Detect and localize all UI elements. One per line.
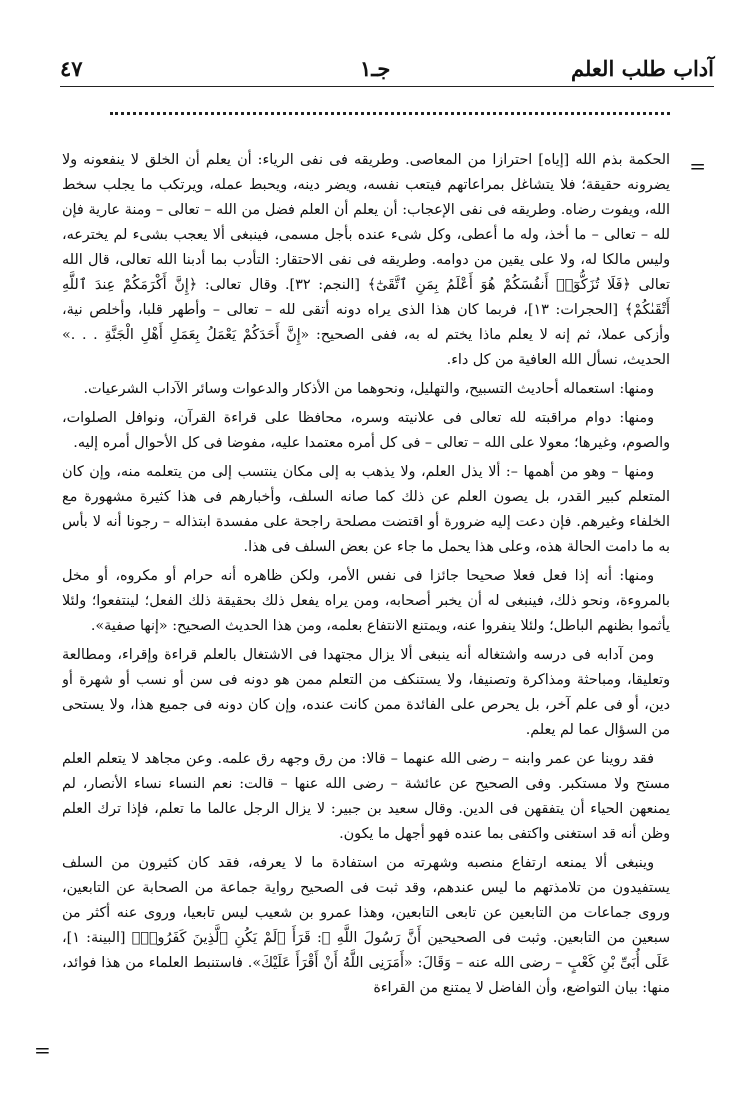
paragraph-6: ومن آدابه فى درسه واشتغاله أنه ينبغى ألا يزال مجتهدا فى الاشتغال بالعلم قراءة وإقراء، ومطالعة وتعليقا، ومباحثة ومذاكرة وتصنيفا، ولا يستنكف من التعلم ممن هو دونه فى سن أو نسب أو شهرة أو دين، أو فى علم آخر، بل يحرص على الفائدة ممن كانت عنده، وإن كان دونه فى جميع هذا، ولا يستحى من السؤال عما لم يعلم. — [62, 647, 670, 738]
paragraph-8: وينبغى ألا يمنعه ارتفاع منصبه وشهرته من استفادة ما لا يعرفه، فقد كان كثيرون من السلف يستفيدون من تلامذتهم ما ليس عندهم، وقد ثبت فى الصحيح رواية جماعة من الصحابة عن التابعين، وروى جماعات من التابعين عن تابعى التابعين، وهذا عمرو بن شعيب ليس تابعيا، وروى عنه أكثر من سبعين من التابعين. وثبت فى الصحيحين أَنَّ رَسُولَ اللَّهِ ﷺ: قَرَأَ ﴿لَمْ يَكُنِ ٱلَّذِينَ كَفَرُوا۟﴾ [البينة: ١]، عَلَى أُبَىِّ بْنِ كَعْبٍ – رضى الله عنه – وَقَالَ: «أَمَرَنِى اللَّهُ أَنْ أَقْرَأَ عَلَيْكَ». فاستنبط العلماء من هذا فوائد، منها: بيان التواضع، وأن الفاضل لا يمتنع من القراءة — [62, 855, 670, 996]
continuation-mark-end: = — [34, 1038, 51, 1062]
volume-label: جـ١ — [360, 56, 391, 81]
paragraph-5: ومنها: أنه إذا فعل فعلا صحيحا جائزا فى نفس الأمر، ولكن ظاهره أنه حرام أو مكروه، أو مخل بالمروءة، ونحو ذلك، فينبغى له أن يخبر أصحابه، ومن يراه يفعل ذلك بحقيقة ذلك الفعل؛ لينتفعوا؛ ولئلا يأثموا بظنهم الباطل؛ ولئلا ينفروا عنه، ويمتنع الانتفاع بعلمه، ومن هذا الحديث الصحيح: «إنها صفية». — [62, 568, 670, 634]
paragraph-2: ومنها: استعماله أحاديث التسبيح، والتهليل، ونحوهما من الأذكار والدعوات وسائر الآداب الشرعيات. — [83, 381, 654, 397]
paragraph-4: ومنها – وهو من أهمها –: ألا يذل العلم، ولا يذهب به إلى مكان ينتسب إلى من يتعلمه منه، وإن كان المتعلم كبير القدر، بل يصون العلم عن ذلك كما صانه السلف، وأخبارهم فى هذا كثيرة مشهورة مع الخلفاء وغيرهم. فإن دعت إليه ضرورة أو اقتضت مصلحة راجحة على مفسدة ابتذاله – رجونا أنه لا بأس به ما دامت الحالة هذه، وعلى هذا يحمل ما جاء عن بعض السلف فى هذا. — [62, 464, 670, 555]
dotted-separator — [110, 112, 670, 129]
page-number: ٤٧ — [60, 56, 83, 81]
paragraph-7: فقد روينا عن عمر وابنه – رضى الله عنهما – قالا: من رق وجهه رق علمه. وعن مجاهد لا يتعلم العلم مستح ولا مستكبر. وفى الصحيح عن عائشة – رضى الله عنها – قالت: نعم النساء نساء الأنصار، لم يمنعهن الحياء أن يتفقهن فى الدين. وقال سعيد بن جبير: لا يزال الرجل عالما ما تعلم، فإذا ترك العلم وظن أنه قد استغنى واكتفى بما عنده فهو أجهل ما يكون. — [62, 751, 670, 842]
book-title: آداب طلب العلم — [571, 56, 714, 81]
paragraph-1: الحكمة بذم الله [إياه] احترازا من المعاصى. وطريقه فى نفى الرياء: أن يعلم أن الخلق لا ينفعونه ولا يضرونه حقيقة؛ فلا يتشاغل بمراعاتهم فيتعب نفسه، ويضر دينه، ويحبط عمله، ويرتكب ما يجلب سخط الله، ويفوت رضاه. وطريقه فى نفى الإعجاب: أن يعلم أن العلم فضل من الله – تعالى – ومنة عارية فإن لله – تعالى – ما أخذ، وله ما أعطى، وكل شىء عنده بأجل مسمى، فينبغى ألا يعجب بشىء لم يخترعه، وليس مالكا له، ولا على يقين من دوامه. وطريقه فى نفى الاحتقار: التأدب بما أدبنا الله تعالى، قال الله تعالى ﴿فَلَا تُزَكُّوٓا۟ أَنفُسَكُمْ هُوَ أَعْلَمُ بِمَنِ ٱتَّقَىٰٓ﴾ [النجم: ٣٢]. وقال تعالى: ﴿إِنَّ أَكْرَمَكُمْ عِندَ ٱللَّهِ أَتْقَىٰكُمْ﴾ [الحجرات: ١٣]، فربما كان هذا الذى يراه دونه أتقى لله – تعالى – وأطهر قلبا، وأخلص نية، وأزكى عملا، ثم إنه لا يعلم ماذا يختم له به، ففى الصحيح: «إِنَّ أَحَدَكُمْ يَعْمَلُ بِعَمَلِ أَهْلِ الْجَنَّةِ . . .» الحديث، نسأل الله العافية من كل داء. — [62, 152, 670, 368]
page-header — [60, 52, 714, 87]
page-body — [62, 148, 670, 1063]
continuation-mark-start: = — [689, 154, 706, 178]
paragraph-3: ومنها: دوام مراقبته لله تعالى فى علانيته وسره، محافظا على قراءة القرآن، ونوافل الصلوات، والصوم، وغيرها؛ معولا على الله – تعالى – فى كل أمره معتمدا عليه، مفوضا فى كل الأحوال أمره إليه. — [62, 410, 670, 451]
